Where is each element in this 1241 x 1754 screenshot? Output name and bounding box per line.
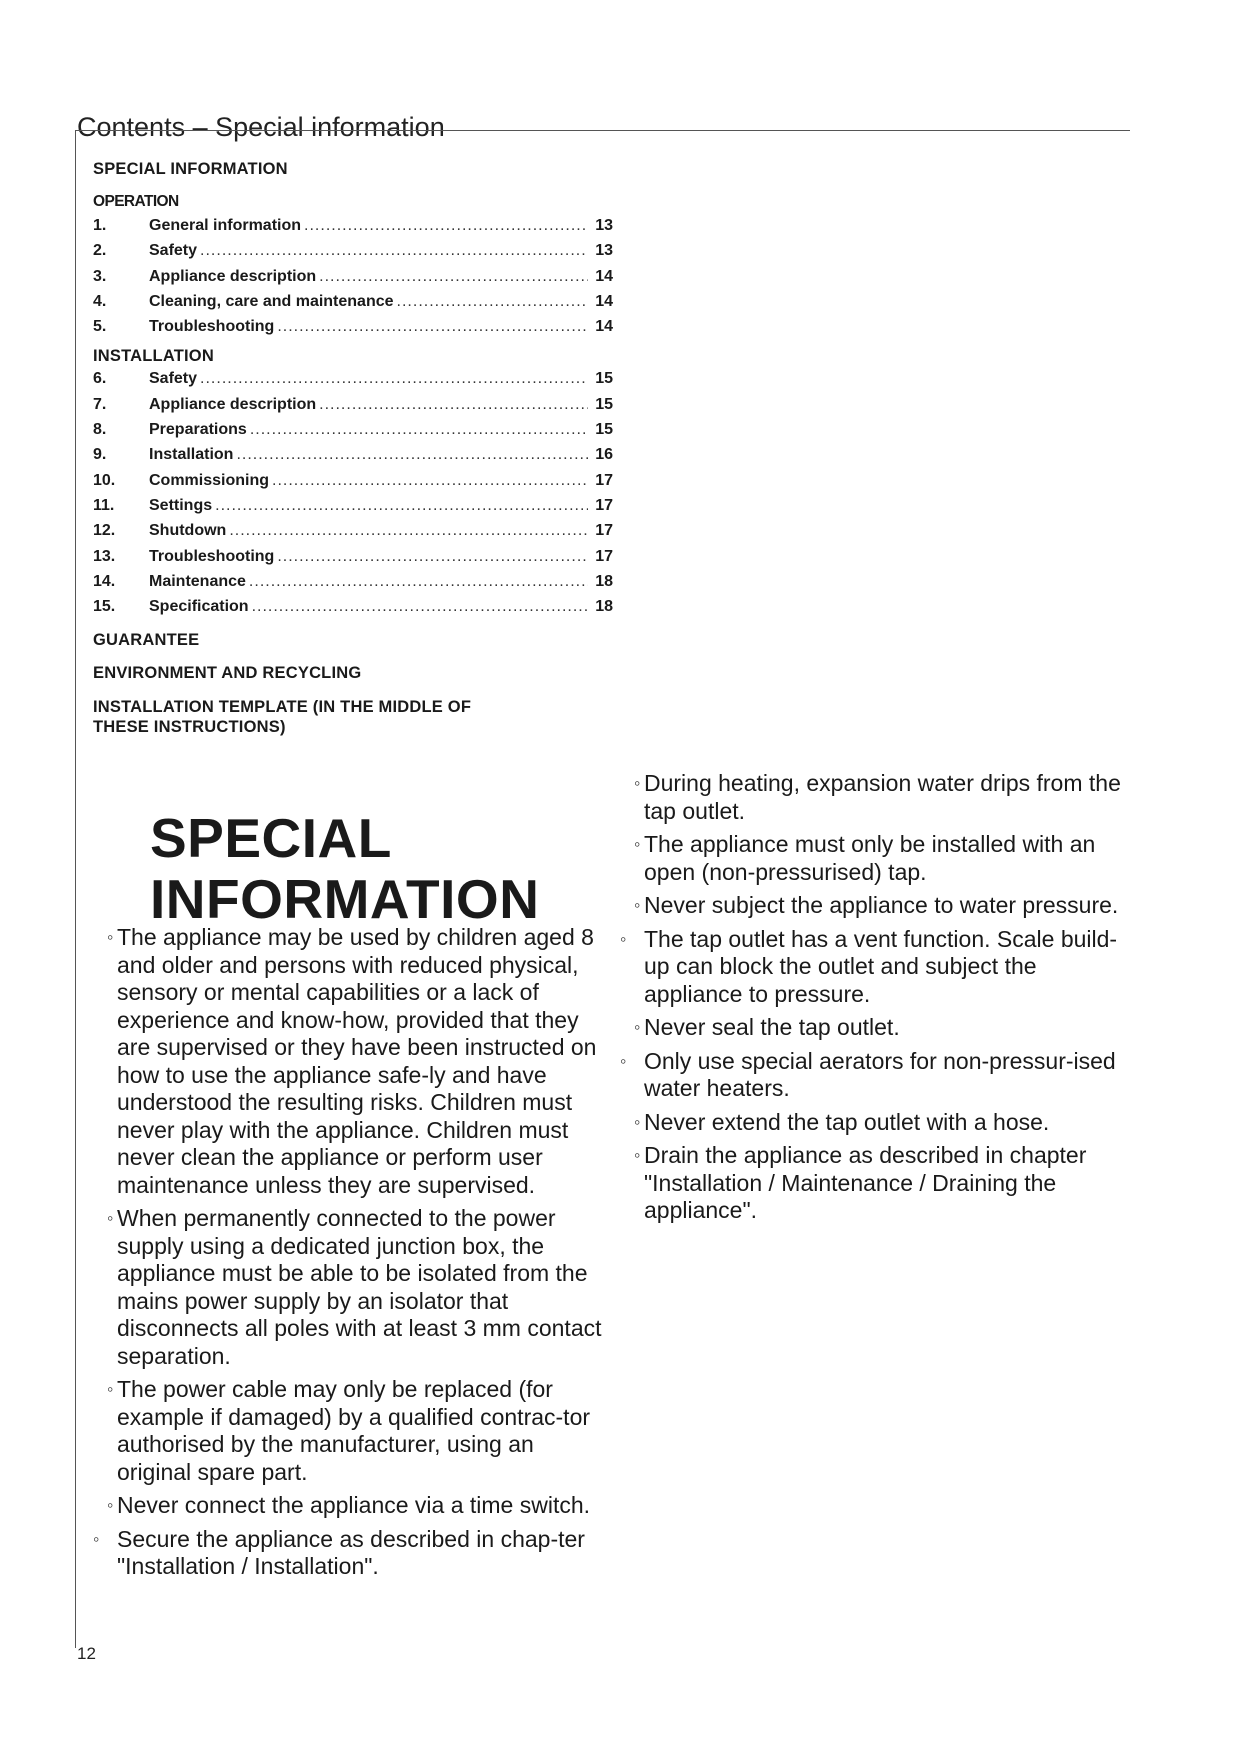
toc-entry-page: 15 — [595, 421, 613, 439]
bullet-marker: ◦ — [107, 927, 114, 947]
toc-entry[interactable] — [93, 598, 613, 623]
toc-entry-label: Safety — [149, 242, 198, 260]
toc-entry-label: Appliance description — [149, 267, 317, 285]
bullet-marker: ◦ — [634, 1111, 641, 1132]
list-item-text: Never seal the tap outlet. — [644, 1014, 900, 1040]
bullet-marker: ◦ — [107, 1379, 114, 1399]
toc-entry-page: 16 — [595, 446, 613, 464]
bullet-marker: ◦ — [107, 1495, 114, 1515]
header-rule — [75, 130, 1130, 131]
list-item — [93, 1205, 613, 1370]
toc-entry[interactable] — [93, 268, 613, 293]
toc-entry-number: 3. — [93, 267, 107, 285]
toc-installation-list — [93, 370, 613, 623]
toc-entry[interactable] — [93, 396, 613, 421]
toc-section-operation[interactable]: OPERATION — [93, 193, 179, 210]
list-item — [620, 1142, 1140, 1225]
toc-entry-page: 13 — [595, 242, 613, 260]
toc-leader-dots — [397, 293, 588, 311]
toc-entry-label: General information — [149, 217, 302, 234]
list-item-text: Drain the appliance as described in chapter "Installation / Maintenance / Draining the appliance". — [644, 1142, 1087, 1223]
list-item-text: The tap outlet has a vent function. Scale build-up can block the outlet and subject the appliance to pressure. — [644, 925, 1118, 1007]
page-header-title: Contents – Special information — [77, 112, 445, 143]
list-item — [93, 924, 613, 1199]
toc-entry-label: Maintenance — [149, 572, 246, 590]
toc-entry[interactable] — [93, 370, 613, 395]
page-number: 12 — [77, 1644, 96, 1663]
toc-leader-dots — [200, 370, 588, 388]
list-item — [620, 926, 1140, 1009]
toc-entry-number: 7. — [93, 395, 107, 413]
toc-entry-label: Appliance description — [149, 395, 317, 413]
toc-operation-list — [93, 217, 613, 343]
list-item-text: The appliance must only be installed with an open (non-pressurised) tap. — [644, 831, 1096, 885]
toc-entry-number: 9. — [93, 446, 107, 464]
toc-leader-dots — [272, 472, 588, 490]
toc-entry-number: 10. — [93, 471, 116, 489]
list-item-text: Never extend the tap outlet with a hose. — [644, 1108, 1050, 1135]
list-item — [620, 770, 1140, 825]
title-line-1: SPECIAL — [150, 806, 392, 869]
toc-entry-label: Specification — [149, 598, 249, 616]
toc-entry-page: 18 — [595, 598, 613, 616]
toc-entry[interactable] — [93, 573, 613, 598]
title-line-2: INFORMATION — [150, 867, 540, 930]
toc-entry-label: Installation — [149, 446, 234, 464]
list-item — [620, 1048, 1140, 1103]
toc-entry-page: 15 — [595, 370, 613, 388]
bullet-marker: ◦ — [620, 928, 627, 949]
list-item-text: Secure the appliance as described in chap-ter "Installation / Installation". — [117, 1525, 585, 1579]
toc-entry-number: 5. — [93, 318, 107, 336]
special-info-right-column — [620, 770, 1140, 1231]
toc-entry-number: 4. — [93, 292, 107, 310]
list-item-text: During heating, expansion water drips from the tap outlet. — [644, 770, 1121, 824]
list-item-text: Never subject the appliance to water pressure. — [644, 892, 1119, 918]
list-item-text: Only use special aerators for non-pressur-ised water heaters. — [644, 1047, 1116, 1101]
toc-entry[interactable] — [93, 446, 613, 471]
toc-entry-number: 11. — [93, 496, 115, 514]
toc-entry[interactable] — [93, 217, 613, 242]
toc-entry-label: Troubleshooting — [149, 318, 275, 336]
toc-leader-dots — [277, 318, 588, 336]
toc-entry-label: Commissioning — [149, 471, 270, 489]
bullet-marker: ◦ — [107, 1208, 114, 1228]
toc-leader-dots — [277, 548, 588, 566]
bullet-marker: ◦ — [634, 895, 641, 915]
toc-entry-number: 1. — [93, 217, 107, 234]
toc-leader-dots — [252, 598, 588, 616]
toc-section-installation[interactable]: INSTALLATION — [93, 347, 214, 366]
toc-entry-number: 8. — [93, 421, 107, 439]
toc-entry[interactable] — [93, 421, 613, 446]
toc-entry[interactable] — [93, 293, 613, 318]
toc-entry-page: 15 — [595, 395, 613, 413]
bullet-marker: ◦ — [634, 834, 641, 854]
toc-entry[interactable] — [93, 242, 613, 267]
toc-leader-dots — [249, 573, 588, 591]
toc-leader-dots — [236, 446, 588, 464]
toc-entry[interactable] — [93, 472, 613, 497]
list-item-text: Never connect the appliance via a time switch. — [117, 1492, 591, 1518]
toc-entry-page: 18 — [595, 572, 613, 590]
bullet-marker: ◦ — [620, 1050, 627, 1071]
list-item — [620, 892, 1140, 920]
toc-entry[interactable] — [93, 548, 613, 573]
toc-entry-number: 13. — [93, 547, 116, 565]
toc-entry-page: 13 — [595, 217, 613, 234]
list-item — [620, 1014, 1140, 1042]
bullet-marker: ◦ — [93, 1528, 100, 1549]
toc-entry-label: Settings — [149, 496, 213, 514]
list-item — [93, 1526, 613, 1581]
bullet-marker: ◦ — [634, 1017, 641, 1037]
toc-entry-label: Shutdown — [149, 522, 227, 540]
toc-entry-number: 15. — [93, 598, 116, 616]
toc-entry-label: Preparations — [149, 421, 247, 439]
toc-entry-number: 14. — [93, 572, 116, 590]
bullet-marker: ◦ — [634, 773, 641, 793]
toc-entry-label: Safety — [149, 370, 198, 388]
toc-leader-dots — [319, 268, 588, 286]
toc-leader-dots — [319, 396, 588, 414]
toc-entry-number: 2. — [93, 242, 107, 260]
list-item — [93, 1376, 613, 1486]
toc-section-installation-template[interactable]: INSTALLATION TEMPLATE (IN THE MIDDLE OF THESE INSTRUCTIONS) — [93, 698, 472, 737]
toc-entry-page: 17 — [595, 496, 613, 514]
list-item-text: The appliance may be used by children aged 8 and older and persons with reduced physical, sensory or mental capabilities or a lack of experience and know-how, provided that they are supervised or they have been instructed on how to use the appliance safe-ly and have understood the resulting risks. Children must never play with the appliance. Children must never clean the appliance or perform user maintenance unless they are supervised. — [117, 924, 597, 1198]
toc-entry-label: Troubleshooting — [149, 547, 275, 565]
special-information-title — [150, 808, 539, 930]
toc-entry-page: 14 — [595, 318, 613, 336]
toc-entry-page: 17 — [595, 547, 613, 565]
toc-leader-dots — [304, 217, 588, 235]
toc-section-special-information[interactable]: SPECIAL INFORMATION — [93, 160, 288, 178]
list-item — [620, 831, 1140, 886]
left-margin-rule — [75, 130, 76, 1648]
toc-entry-page: 14 — [595, 267, 613, 285]
toc-section-environment[interactable]: ENVIRONMENT AND RECYCLING — [93, 664, 362, 683]
list-item — [93, 1492, 613, 1520]
toc-entry-label: Cleaning, care and maintenance — [149, 292, 394, 310]
list-item-text: The power cable may only be replaced (for example if damaged) by a qualified contrac-tor authorised by the manufacturer, using an original spare part. — [117, 1376, 591, 1485]
toc-entry-page: 17 — [595, 471, 613, 489]
toc-entry-page: 17 — [595, 522, 613, 540]
toc-leader-dots — [215, 497, 588, 515]
special-info-left-column — [93, 924, 613, 1587]
toc-leader-dots — [250, 421, 588, 439]
toc-entry[interactable] — [93, 318, 613, 343]
table-of-contents — [93, 160, 613, 737]
list-item — [620, 1109, 1140, 1137]
list-item-text: When permanently connected to the power supply using a dedicated junction box, the appliance must be able to be isolated from the mains power supply by an isolator that disconnects all poles with at least 3 mm contact separation. — [117, 1205, 602, 1369]
toc-leader-dots — [229, 522, 588, 540]
bullet-marker: ◦ — [634, 1145, 641, 1165]
toc-section-guarantee[interactable]: GUARANTEE — [93, 631, 200, 650]
toc-entry-page: 14 — [595, 292, 613, 310]
toc-leader-dots — [200, 242, 588, 260]
toc-entry-number: 12. — [93, 522, 116, 540]
toc-entry[interactable] — [93, 522, 613, 547]
toc-entry[interactable] — [93, 497, 613, 522]
toc-entry-number: 6. — [93, 370, 107, 388]
